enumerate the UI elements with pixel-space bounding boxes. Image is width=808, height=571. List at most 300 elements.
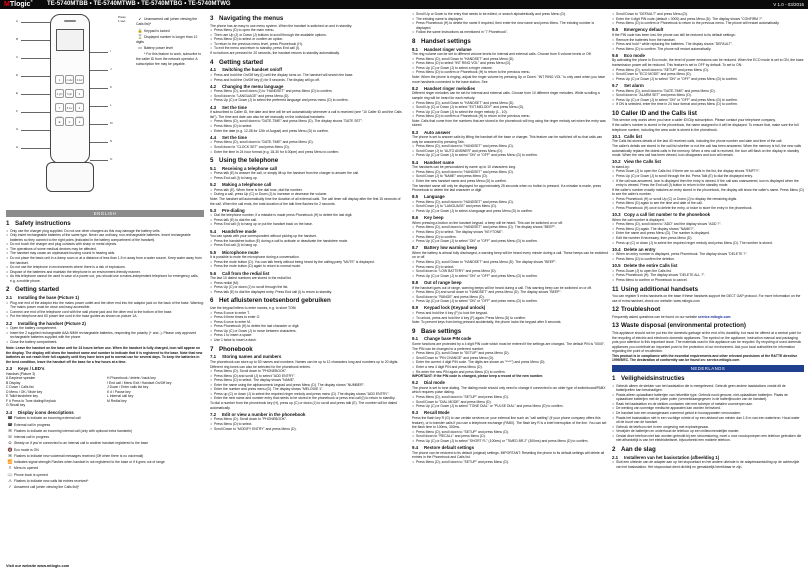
heading-num: 9.3 (412, 410, 419, 416)
section-heading (210, 135, 406, 140)
list-item: • Press Menu (D), scroll Down to "SETUP" and press Menu (D). (412, 351, 608, 356)
paragraph: The handset name will only be displayed for approximately 25 seconds when no button is pressed. If a mistake is made, press Phonebook to delete the last character or digit. (412, 183, 602, 193)
status-icon: ▭ (138, 45, 142, 51)
icon-legend-row (6, 484, 204, 490)
keys-subtitle: Handset (Picture 3) (6, 371, 36, 376)
list-item: • Dispose of the batteries and maintain the telephone in an environment-friendly manner. (6, 270, 204, 275)
section-heading (210, 84, 406, 89)
list-item: • Follow the same instructions as mentioned in "7 Phonebook". (412, 30, 608, 35)
section-heading (412, 86, 608, 91)
list-item: • Enter the new handset name and press Menu (D) to confirm. (412, 179, 608, 184)
list-item: • Scroll Down (J) to "NAME" and press Menu (D). (412, 174, 608, 179)
callout-label: B (16, 37, 19, 41)
section-heading (612, 83, 804, 88)
callout-line (90, 88, 108, 89)
list-item: • Press End call (I) to hang up or put the handset back on the base. (210, 222, 406, 227)
keypad-key: 8 tuv (65, 103, 74, 112)
list-item: • Press and hold * while replacing the batteries. The display shows "DEFAULT". (612, 42, 804, 47)
section-heading (210, 208, 406, 213)
section-heading (412, 410, 608, 415)
status-icon: ↙ (138, 16, 142, 21)
icon-description: Flashes to indicate an incoming external call (14, 416, 81, 421)
section-heading (612, 306, 804, 313)
heading-num: 10.5 (612, 263, 621, 269)
list-item: • Press and hold the # key (F) to lock the keypad. (412, 311, 608, 316)
callout-line (21, 22, 50, 23)
heading-title: Changing the menu language (222, 83, 284, 89)
keypad-key: 4 ghi (55, 89, 64, 98)
heading-num: 8.2 (412, 85, 419, 91)
list-item: • Press Menu (D), scroll Down to "HANDSET" and press Menu (D). The display shows "BEEP". (412, 260, 608, 265)
key-legend-item: F # Press to Tone dialing/Keylock (6, 398, 57, 403)
keypad-key: 9 wxyz (75, 103, 84, 112)
display-icon: 📖 (7, 471, 13, 477)
paragraph: The caller's details are stored in the call list whether or not the call has been answered. When the memory is full, the new calls automatically replace the oldest calls in the memory. When a new call is received, the icon will flash on the display in standby mode. When the new call has been viewed, icon disappears and icon will remain. (612, 143, 802, 158)
paragraph: It is possible to mute the microphone during a conversation. (210, 255, 300, 260)
heading-num: 5 (210, 157, 214, 165)
display-icon: ✉ (8, 427, 12, 433)
heading-num: 9.1 (412, 336, 419, 342)
install-base-list (6, 301, 204, 319)
list-item: • The handset may cause an unpleasant buzzing sound in hearing aids. (6, 251, 204, 256)
section-heading (412, 47, 608, 52)
paragraph: Press the flash key R (G) to use certain services on your external line such as "call waiting" (if your phone company offers this feature), or to transfer calls if you use a telephone exchange (PABX). The flash key R is a brief interruption of the line. You can set the flash time to 100ms, 300ms. (412, 416, 607, 430)
heading-num: 11 (612, 285, 619, 293)
heading-title: Aan de slag (621, 445, 656, 453)
list-item: • Only insert rechargeable batteries of the same type. Never use ordinary, non-rechargeable batteries. Insert rechargeable batteries so they connect to the right poles (indicated in the battery compartment of the handset). (6, 233, 204, 242)
section-heading (412, 194, 608, 199)
list-item: • Close the battery compartment. (6, 340, 204, 345)
list-item: • Press End call (I) to hang up. (210, 176, 406, 181)
callout-label: E (16, 91, 19, 95)
section-heading (210, 15, 406, 22)
list-item: • Press Menu (D) to select. The display shows "NAME". (210, 378, 406, 383)
keypad-key: 1 (55, 75, 64, 84)
list-item: • Press up (C) or down (J) to select the required ringer melody and press menu (D). The display shows "ADD ENTRY". (210, 392, 406, 397)
model-title: TE-5740MTBB • TE-5740MTWB • TE-5740MTBG • TE-5740MTWG (47, 1, 231, 7)
heading-title: Using additional handsets (621, 285, 699, 293)
section-heading (210, 250, 406, 255)
logo-m: M (4, 1, 10, 8)
list-item: • Press Menu (D), scroll down to "SETUP" and press Menu (D). (412, 430, 608, 435)
phone-illustration (6, 12, 204, 208)
section-heading (412, 380, 608, 385)
paragraph: The phone is set to tone dialing. The dialing mode should only need to change if connected to an older type of switchboard/PABX which requires pulse dialing. (412, 385, 606, 395)
status-icon: 🔒 (137, 27, 143, 33)
heading-title: Change base PIN code (424, 336, 472, 342)
handset-keypad (55, 75, 85, 145)
callout-line (21, 40, 50, 41)
section-heading (210, 346, 406, 353)
list-item: • Press Menu (D) to confirm or Phonebook (H) to return to the previous menu. (412, 114, 608, 119)
heading-title: Handsfree mode (222, 228, 257, 234)
list-item: • Press Up (C) or Down (J) to select "ON" or "OFF" and press Menu (D) to confirm. (412, 239, 608, 244)
heading-num: 2 (612, 445, 616, 453)
heading-num: 2.1 (612, 454, 619, 460)
list-item: • Press Menu (D) and scroll down to "HANDSET" and press Menu (D). The display shows "BEEP". (412, 290, 608, 295)
icon-description: Indicates signal strength Flashes when handset is not registered to the base or if it goes out of range (14, 460, 165, 465)
paragraph: Note: The handset will automatically time the duration of all external calls. The call timer will display after the first 15 seconds of the call. When the call ends, the total duration of the talk time flashes for 2 seconds. (210, 196, 401, 206)
paragraph: To dial a number from the phonebook key (H), press up (C) or down (J) to scroll and press talk (E). The number will be dialed automatically. (210, 401, 398, 410)
paragraph: If the caller's number exactly matches an entry stored in the phonebook, the display will show the caller's name. Press Menu (D) to see the caller's number. (612, 187, 804, 197)
list-item: • If ON is selected, enter the time in 24 hour format and press Menu (D) to confirm. (612, 102, 804, 107)
heading-title: Phonebook (219, 345, 253, 353)
heading-num: 9.2 (412, 380, 419, 386)
list-item: • Press Up (C) or down (J) to scroll through the list. (210, 285, 406, 290)
paragraph: The phone is set to answer calls by lifting the handset off the base or charger. This feature can be switched off so that calls can only be answered by pressing Talk. (412, 135, 603, 144)
callout-line (90, 70, 108, 71)
heading-title: Copy a call list number to the phonebook (624, 212, 711, 218)
section-heading (612, 322, 804, 329)
icon-description: Answered call (when viewing the Calls list)* (14, 485, 80, 490)
list-item: • Press Menu (D) to confirm or Phonebook (H) to return to the previous menu. (412, 70, 608, 75)
list-item: • Press 6 once to enter M. (210, 320, 406, 325)
callout-label: D (16, 73, 19, 77)
heading-num: 7.1 (210, 354, 217, 360)
display-icon: 📶 (7, 459, 13, 465)
list-item: • Press Menu (D), scroll down to "SETUP" and press Menu (D). (412, 395, 608, 400)
list-item: • Press 8 once to enter T. (210, 311, 406, 316)
icon-description: Internal call in progress (14, 435, 50, 440)
callout-line (90, 142, 108, 143)
heading-num: 7.2 (210, 411, 217, 417)
heading-num: 6 (210, 297, 214, 305)
heading-title: Pre-dialing (222, 207, 245, 213)
list-item: • Enter the number and press menu (D). The display shows "MELODIE 1". (210, 387, 406, 392)
list-item: • Press 6 three times to enter O. (210, 315, 406, 320)
heading-num: 5.3 (210, 207, 217, 213)
section-heading (612, 27, 804, 32)
press-label: Press (118, 15, 126, 19)
section-heading (412, 445, 608, 450)
list-item: • Press the mute button (D). You can talk freely without being heard by the calling party "MUTE" is displayed. (210, 260, 406, 265)
paragraph: When pressing a button on the handset keypad, a beep will be heard. This can be switched on or off. (412, 220, 564, 225)
list-item: • Gebruik alleen de stekker van het laadstation die is meegeleverd. Gebruik geen andere laadstations omdat dit de batterijcellen kan beschadigen. (612, 384, 804, 393)
heading-title: Key beep (424, 215, 444, 221)
paragraph: If the handset goes out of range, warning beeps will be heard during a call. This warning beep can be switched on or off. (412, 285, 593, 290)
keys-right-column (107, 376, 204, 408)
callout-label: I (110, 49, 111, 53)
list-item: • Press Up (C) or Down (J) to select a language and press Menu (D) to confirm. (412, 209, 608, 214)
display-icon: ✓ (8, 484, 12, 490)
heading-title: Battery low warning beep (424, 245, 478, 251)
paragraph: This appliance should not be put into the domestic garbage at the end of its durability, but must be offered at a central point for the recycling of electric and electronic domestic appliances. The symbol on the appliance, instruction manual and packaging puts your attention to this important issue. The materials used in this appliance can be recycled. By recycling of used domestic appliances you contribute an important push to the protection of our environment. Ask your local authorities for information regarding the point of recollection. (612, 331, 802, 354)
paragraph: When the call number is displayed: (612, 217, 665, 222)
list-item: • Plug one end of the adaptor into the mains power outlet and the other end into the adaptor jack on the back of the base. Warning: The mains power must be close and easy accessible. (6, 301, 204, 310)
safety-list (6, 229, 204, 284)
heading-num: 9.7 (612, 82, 619, 88)
callout-line (21, 130, 50, 131)
heading-num: 2.1 (6, 295, 13, 301)
list-item: • Press Up (C) or Down (J) to select "SHORT FL" (100ms) or "TIMED BR.2" (300ms) and press Menu (D) to confirm. (412, 439, 608, 444)
heading-title: Handset ringer volume (424, 46, 472, 52)
paragraph: If the PIN code has been lost, the phone can still be restored to its default settings: (612, 32, 736, 37)
section-heading (412, 160, 608, 165)
heading-title: Navigating the menus (219, 15, 284, 22)
heading-title: Handset name (424, 159, 455, 165)
heading-num: 8.4 (412, 159, 419, 165)
section-heading (210, 67, 406, 72)
icon-description: External call in progress (14, 422, 51, 427)
heading-title: Getting started (219, 58, 264, 66)
heading-num: 5.5 (210, 249, 217, 255)
list-item: • Re-enter the new PIN again and press Menu (D) to confirm. (412, 370, 608, 375)
callout-line (90, 124, 108, 125)
list-item: • Connect one end of the telephone cord with the wall phone jack and the other end to the bottom of the base. (6, 310, 204, 315)
list-item: • Press Menu (D), scroll down to "SETUP" and press Menu (D). (412, 460, 608, 465)
icon-description: Eco mode is ON (14, 447, 39, 452)
heading-title: Installeren van het basisstation (afbeelding 1) (624, 454, 720, 460)
section-heading (612, 286, 804, 293)
list-item: • Enter a new 4 digit PIN and press Menu (D). (412, 365, 608, 370)
icon-description: Unanswered call (when viewing the Calls list)* (136, 17, 198, 27)
list-item: • Scroll down to "RANGE" and press Menu (D). (412, 295, 608, 300)
list-item: • Remove the batteries from the handset. (612, 38, 804, 43)
list-item: • Press End call (I) to hang up. (210, 243, 406, 248)
brand-logo (4, 0, 42, 9)
heading-title: Using the telephone (219, 157, 279, 165)
list-item: • Plaats alleen oplaadbare batterijen van hetzelfde type. Gebruik nooit gewone, niet-oplaadbare batterijen. Plaats de oplaadbare batterijen met de juiste polen (vermeld/aangegeven in de batterijhouder van de handset). (612, 393, 804, 402)
paragraph: The last 10 dialed numbers are stored in the redial list. (210, 276, 292, 281)
list-item: • Press Up (C) or Down (J) to scroll through the list. Press Talk (E) to dial the displayed entry. (612, 174, 804, 179)
list-item: • Press Menu to confirm or Phonebook to cancel. (612, 278, 804, 283)
keypad-key: 3 def (75, 75, 84, 84)
paragraph: Note: Calls that come from the numbers that are stored in the phonebook will ring using the ringer melody set when the entry was stored. (412, 118, 606, 128)
callout-label: N (110, 139, 113, 143)
callout-line (21, 148, 50, 149)
top-icons-list (136, 16, 202, 67)
install-handset-list (6, 326, 204, 344)
list-item: • To unlock, press and hold the # key (F) again. Press Menu (D) to confirm. (412, 316, 608, 321)
key-legend-item: H Phonebook / delete / back key (107, 376, 156, 381)
paragraph: Note: To prevent keys from being pressed accidentally, the phone locks the keypad after 5 seconds. (412, 320, 562, 325)
display-icon: ☏ (7, 434, 13, 440)
list-item: • Press talk (E). When there is the dial tone, dial the number. (210, 188, 406, 193)
list-item: • Press Menu (D) again. The display shows "NAME?". (612, 227, 804, 232)
heading-num: 8.5 (412, 194, 419, 200)
heading-num: 9.4 (412, 444, 419, 450)
callout-label: G (16, 127, 19, 131)
section-heading (612, 134, 804, 139)
heading-title: Waste disposal (environmental protection) (621, 322, 746, 330)
list-item: • During a call, press Up (C) or Down (J) to increase or decrease the volume. (210, 192, 406, 197)
heading-title: Recall Mode (424, 410, 450, 416)
key-legend-item: A Earpiece speaker (6, 376, 36, 381)
paragraph: The phone has an easy to use menu system. When the handset is switched on and in standby: (210, 23, 353, 28)
key-legend-item: G Recall key (6, 403, 26, 408)
section-heading (210, 354, 406, 359)
icon-description: Battery power level (144, 46, 173, 51)
list-item: • Do not place the basic unit in a damp room or at a distance of less than 1.5 m away from a water source. Keep water away from the handset. (6, 256, 204, 265)
section-heading (612, 53, 804, 58)
list-item: • Scroll down to "LOW BATTERY" and press Menu (D). (412, 269, 608, 274)
heading-num: 10.2 (612, 159, 621, 165)
heading-title: Calls list (624, 133, 643, 139)
list-item: • Press Up (C) or Down (J) to select a ringer volume. (412, 66, 608, 71)
heading-safety (6, 220, 204, 227)
list-item: • If the call was answered, icon is displayed then the entry is viewed. If the call was unanswered, icon is displayed when the entry is viewed. Press the End call (I) button to return to the standby mode. (612, 179, 804, 188)
list-item: • Sluit een uiteinde van de adapter aan op het stopcontact en het andere uiteinde in de adapteraansluiting op de achterzijde van het basisstation. Het stopcontact dient dichtbij en gemakkelijk bereikbaar te zijn. (612, 460, 804, 469)
list-item: • Enter the name and press Menu (D). The number is displayed. (612, 231, 804, 236)
display-icon: ✉ (8, 452, 12, 458)
list-item: • Plaats het basisstation niet in een vochtige ruimte of op een afstand van minder dan 1.5 m van een waterbron. Houd water uit de buurt van de handset. (612, 416, 804, 425)
heading-num: 13 (612, 322, 619, 330)
list-item: • Enter the date (e.g. 12-08 for 12th of August) and press Menu (D) to confirm. (210, 129, 406, 134)
list-item: • Scroll Down to "DIAL MODE" and press Menu (D). (412, 400, 608, 405)
list-item: • Press talk (E) to dial the displayed entry. Press End call (I) to return to standby. (210, 290, 406, 295)
list-item: • Press Menu (D) to open the main menu. (210, 28, 406, 33)
section-heading (210, 157, 406, 164)
section-heading (412, 130, 608, 135)
section-heading (210, 229, 406, 234)
top-icon-row (136, 34, 202, 46)
icon-description: Steady on if you're connected to an internal call to another handset registered to the base (14, 441, 149, 446)
press-hint (118, 16, 126, 24)
list-item: • Verwijder de batterijen en onderhoud de telefoon op een milieuvriendelijke manier. (612, 429, 804, 434)
list-item: • Then use Up (J) or Down (J) buttons to scroll through the available options. (210, 33, 406, 38)
list-item: • Press Up (C) or Down (J) to select "ON" or "OFF" and press menu (D) to confirm. (412, 299, 608, 304)
heading-title: Safety instructions (15, 220, 71, 227)
key-legend-item: C Down / Calls list (6, 385, 34, 390)
list-item: • Scroll Up or Down to the entry that needs to be edited, or search alphabetically and press Menu (D). (412, 12, 608, 17)
callout-label: H (16, 145, 19, 149)
callout-line (90, 52, 108, 53)
heading-title: Display icons descriptions (18, 409, 74, 415)
list-item: • Press Up (C) or Down (J) to select "ON" or "OFF" and press Menu (D) to confirm. (612, 77, 804, 82)
list-item: • Scroll Down (J) to "LANGUAGE" and press Menu (D). (412, 204, 608, 209)
list-item: • Press Menu (D), scroll down to "DATE-TIME" and press Menu (D). (612, 89, 804, 94)
heading-num: 9.6 (612, 52, 619, 58)
keys-legend (6, 376, 204, 408)
list-item: • Press and hold the On/Off key (I) for 5 seconds. The display will go off. (210, 78, 406, 83)
list-item: • Press the mute button (D) again to return to normal mode. (210, 264, 406, 269)
list-item: • Press Menu (D) to confirm. (412, 235, 608, 240)
section-heading (210, 271, 406, 276)
heading-num: 2.2 (6, 320, 13, 326)
column-3 (412, 12, 608, 560)
list-item: • Do not use the telephone in environments where there is a risk of explosions. (6, 265, 204, 270)
list-item: • Press redial (M). (210, 281, 406, 286)
list-item: • Press talk (E) to answer the call, or simply lift up the handset from the charger to answer the call. (210, 171, 406, 176)
logo-reg: ® (30, 0, 33, 3)
paragraph: Use the keypad letters to enter names, e.g. to store TOM: (210, 306, 297, 311)
paragraph: The Calls list stores details of the last 40 received calls, including the phone number and date and time of the call. (612, 139, 783, 144)
heading-title: Eco mode (624, 52, 645, 58)
list-item: • Insert the 2 supplied rechargeable AAA NiMH rechargeable batteries, respecting the polarity (+ and -). Please only approved rechargeable batteries supplied with the phone. (6, 331, 204, 340)
section-heading (210, 166, 406, 171)
section-heading (612, 212, 804, 217)
list-item: • Put the telephone and 60 power line cord in the base guides as shown on picture 1A. (6, 314, 204, 319)
heading-title: Restore default settings (424, 444, 475, 450)
list-item: • Press Up (C) or Down (J) to select "ON" or "OFF" and press Menu (D) to confirm. (412, 153, 608, 158)
list-item: • The existing name is displayed. (412, 17, 608, 22)
callout-label: A (16, 19, 19, 23)
section-heading (210, 412, 406, 417)
handset-display (56, 29, 84, 51)
display-icon: ☎ (7, 415, 13, 421)
list-item: • Press Menu (D), scroll down to "HANDSET" and press Menu (D). (412, 170, 608, 175)
heading-title: Making a telephone call (222, 182, 272, 188)
heading-title: Veiligheidsinstructies (621, 375, 685, 382)
heading-num: 9 (412, 327, 416, 335)
heading-num: 5.6 (210, 270, 217, 276)
paragraph: You can speak with your correspondent without picking up the handset. (210, 234, 317, 239)
heading-title: Base settings (421, 327, 462, 335)
section-heading (612, 263, 804, 268)
keys-left-column (6, 376, 103, 408)
icon-description: Displayed number is longer than 12 digits (136, 34, 198, 45)
key-legend-item: J Down / Enter calls list key (107, 385, 149, 390)
list-item: • Enter the 4 digit PIN code (default = 0000) and press Menu (D). The display shows "CONFIRM ?". (612, 17, 804, 22)
heading-title: Language (424, 194, 445, 200)
list-item: • Scroll down to "CLOCK SET" and press Menu (D). (210, 145, 406, 150)
list-item: • Press the handsfree button (E) during a call to activate or deactivate the handsfree mode. (210, 239, 406, 244)
list-item: • Press Menu (D) to select "INT RING VOL" and press Menu (D). (412, 61, 608, 66)
heading-title: Out of range beep (424, 279, 462, 285)
heading-num: 4.1 (210, 67, 217, 73)
heading-num: 1 (6, 220, 10, 227)
logo-text: Tlogic (9, 1, 31, 8)
heading-num: 4.3 (210, 104, 217, 110)
callout-label: L (110, 103, 112, 107)
list-item: • Press Down (J) to open the Calls list. If there are no calls in the list, the display shows "EMPTY". (612, 169, 804, 174)
list-item: • Enter the time in 24 hour format (e.g. 18-30 for 6:30pm) and press Menu to confirm. (210, 150, 406, 155)
heading-num: 8.9 (412, 305, 419, 311)
section-heading (412, 245, 608, 250)
list-item: • Press Menu (D), scroll Down to "HANDSET" and press Menu (D). (412, 101, 608, 106)
list-item: • Scroll Down to "PIN CHANGE" and press Menu (D). (412, 356, 608, 361)
paragraph: Note: When the phone is ringing, adjust the ringer volume by pressing Up or Down. "INT RING VOL" is only used when you have more handsets connected to the base station. See (412, 75, 606, 84)
heading-num: 4.4 (210, 134, 217, 140)
heading-num: 10.3 (612, 212, 621, 218)
section-heading (612, 247, 804, 252)
paragraph: The ring volume can be set to different volume levels for internal and external calls. Choose from 5 volume levels or Off. (412, 52, 592, 57)
language-bar-english: ENGLISH (6, 210, 204, 217)
keypad-key: # (75, 117, 84, 126)
heading-num: 2.3 (6, 365, 13, 371)
list-item: • Scroll down to "LANGUAGE" and press Menu (D). (210, 94, 406, 99)
keypad-key: 0 (65, 117, 74, 126)
callout-label: F (16, 109, 18, 113)
list-item: • As this telephone cannot be used in case of a power cut, you should use a mains-independent telephone for emergency calls, e.g. a mobile phone. (6, 274, 204, 283)
callout-label: C (16, 55, 19, 59)
earpiece-grille (64, 20, 76, 22)
heading-title: Set the time (222, 134, 247, 140)
list-item: • Press Menu (D) to select or confirm an option. (210, 37, 406, 42)
heading-num: 3 (210, 15, 214, 22)
list-item: • Open the battery compartment. (6, 326, 204, 331)
list-item: • Enter the name using the alphanumeric keypad and press Menu (D). The display shows "NUMBER". (210, 383, 406, 388)
paragraph: This service only works when you have a caller ID/Clip subscription. Please contact your telephone company. (612, 118, 776, 123)
heading-title: Keypad lock (Keypad unlock) (424, 305, 486, 311)
paragraph: Some functions are protected by a 4 digit PIN code which must be entered if the settings are changed. The default PIN is "0000". The PIN can be changed to a preferred number. (412, 342, 605, 351)
icon-description: Menu is opened (14, 466, 39, 471)
list-item: • Press Up (C) or Down (J) to select the ringer melody (1 - 10). (412, 110, 608, 115)
display-icons-legend (6, 415, 204, 490)
list-item: • Edit the number if necessary, then press Menu (D). (612, 236, 804, 241)
header-bar (0, 0, 808, 9)
support-link[interactable]: service.mtlogic.com (697, 314, 731, 319)
callout-label: O (110, 157, 113, 161)
callout-line (90, 106, 108, 107)
heading-title: Caller ID and the Calls list (621, 109, 697, 117)
section-heading (412, 38, 608, 45)
list-item: • Press Menu (D), scroll down to "DATE-TIME" and press Menu (D). (210, 140, 406, 145)
language-bar-dutch: NEDERLANDS (612, 365, 804, 372)
list-item: • Press Up (C) or Down (J) to select the preferred language and press menu (D) to confirm. (210, 98, 406, 103)
list-item: • Press Menu (D), scroll down to "HANDSET" and press Menu (D). (412, 144, 608, 149)
list-item: • Scroll Down to "MODIFY ENTRY" and press Menu (D). (210, 427, 406, 432)
